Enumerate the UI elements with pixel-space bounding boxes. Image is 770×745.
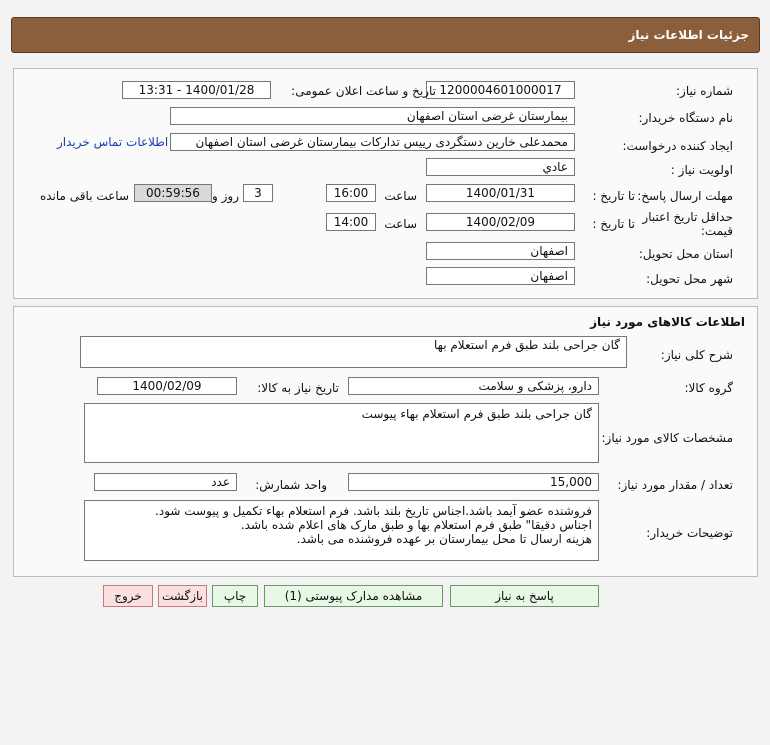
desc-label: شرح کلی نیاز: xyxy=(660,348,733,362)
province-field: اصفهان xyxy=(426,242,575,260)
unit-label: واحد شمارش: xyxy=(255,478,327,492)
page-title: جزئیات اطلاعات نیاز xyxy=(628,28,749,42)
need-number-label: شماره نیاز: xyxy=(676,84,733,98)
reply-button[interactable]: پاسخ به نیاز xyxy=(450,585,599,607)
group-field: دارو، پزشکی و سلامت xyxy=(348,377,599,395)
general-info-panel xyxy=(13,68,758,299)
deadline-time-label: ساعت xyxy=(384,189,417,203)
city-label: شهر محل تحویل: xyxy=(646,272,733,286)
contact-buyer-link[interactable]: اطلاعات تماس خریدار xyxy=(57,135,169,149)
buyer-label: نام دستگاه خریدار: xyxy=(638,111,733,125)
city-field: اصفهان xyxy=(426,267,575,285)
announce-label: تاریخ و ساعت اعلان عمومی: xyxy=(291,84,436,98)
remaining-label: ساعت باقی مانده xyxy=(39,189,129,203)
group-label: گروه کالا: xyxy=(684,381,733,395)
creator-label: ایجاد کننده درخواست: xyxy=(622,139,733,153)
deadline-to-date-label: تا تاریخ : xyxy=(592,189,635,203)
unit-field: عدد xyxy=(94,473,237,491)
qty-label: تعداد / مقدار مورد نیاز: xyxy=(617,478,733,492)
notes-label: توضیحات خریدار: xyxy=(646,526,733,540)
desc-field: گان جراحی بلند طبق فرم استعلام بها xyxy=(80,336,627,368)
need-date-field: 1400/02/09 xyxy=(97,377,237,395)
validity-time-field: 14:00 xyxy=(326,213,376,231)
days-field: 3 xyxy=(243,184,273,202)
validity-time-label: ساعت xyxy=(384,217,417,231)
priority-field: عادي xyxy=(426,158,575,176)
announce-field: 1400/01/28 - 13:31 xyxy=(122,81,271,99)
need-date-label: تاریخ نیاز به کالا: xyxy=(257,381,339,395)
days-label: روز و xyxy=(212,189,239,203)
creator-field: محمدعلی خارین دستگردی رییس تدارکات بیمارستان غرضی استان اصفهان xyxy=(170,133,575,151)
exit-button[interactable]: خروج xyxy=(103,585,153,607)
deadline-label: مهلت ارسال پاسخ: xyxy=(637,189,733,203)
province-label: استان محل تحویل: xyxy=(638,247,733,261)
deadline-time-field: 16:00 xyxy=(326,184,376,202)
spec-label: مشخصات کالای مورد نیاز: xyxy=(601,431,733,445)
notes-line-3: هزینه ارسال تا محل بیمارستان بر عهده فروشنده می باشد. xyxy=(296,532,592,546)
qty-field: 15,000 xyxy=(348,473,599,491)
notes-line-1: فروشنده عضو آیمد باشد.اجناس تاریخ بلند باشد. فرم استعلام بهاء تکمیل و پیوست شود. xyxy=(155,504,592,518)
validity-to-date-label: تا تاریخ : xyxy=(592,217,635,231)
buyer-field: بیمارستان غرضی استان اصفهان xyxy=(170,107,575,125)
notes-line-2: اجناس دقیقا" طبق فرم استعلام بها و طبق مارک های اعلام شده باشد. xyxy=(240,518,592,532)
remaining-time-field: 00:59:56 xyxy=(134,184,212,202)
need-number-field: 1200004601000017 xyxy=(426,81,575,99)
goods-section-title: اطلاعات کالاهای مورد نیاز xyxy=(590,315,745,329)
validity-label: حداقل تاریخ اعتبار قیمت: xyxy=(642,210,733,238)
notes-field xyxy=(84,500,599,561)
attachments-button[interactable]: مشاهده مدارک پیوستی (1) xyxy=(264,585,443,607)
validity-date-field: 1400/02/09 xyxy=(426,213,575,231)
deadline-date-field: 1400/01/31 xyxy=(426,184,575,202)
page-header xyxy=(11,17,760,53)
print-button[interactable]: چاپ xyxy=(212,585,258,607)
spec-field: گان جراحی بلند طبق فرم استعلام بهاء پیوست xyxy=(84,403,599,463)
back-button[interactable]: بازگشت xyxy=(158,585,207,607)
priority-label: اولویت نیاز : xyxy=(670,163,733,177)
